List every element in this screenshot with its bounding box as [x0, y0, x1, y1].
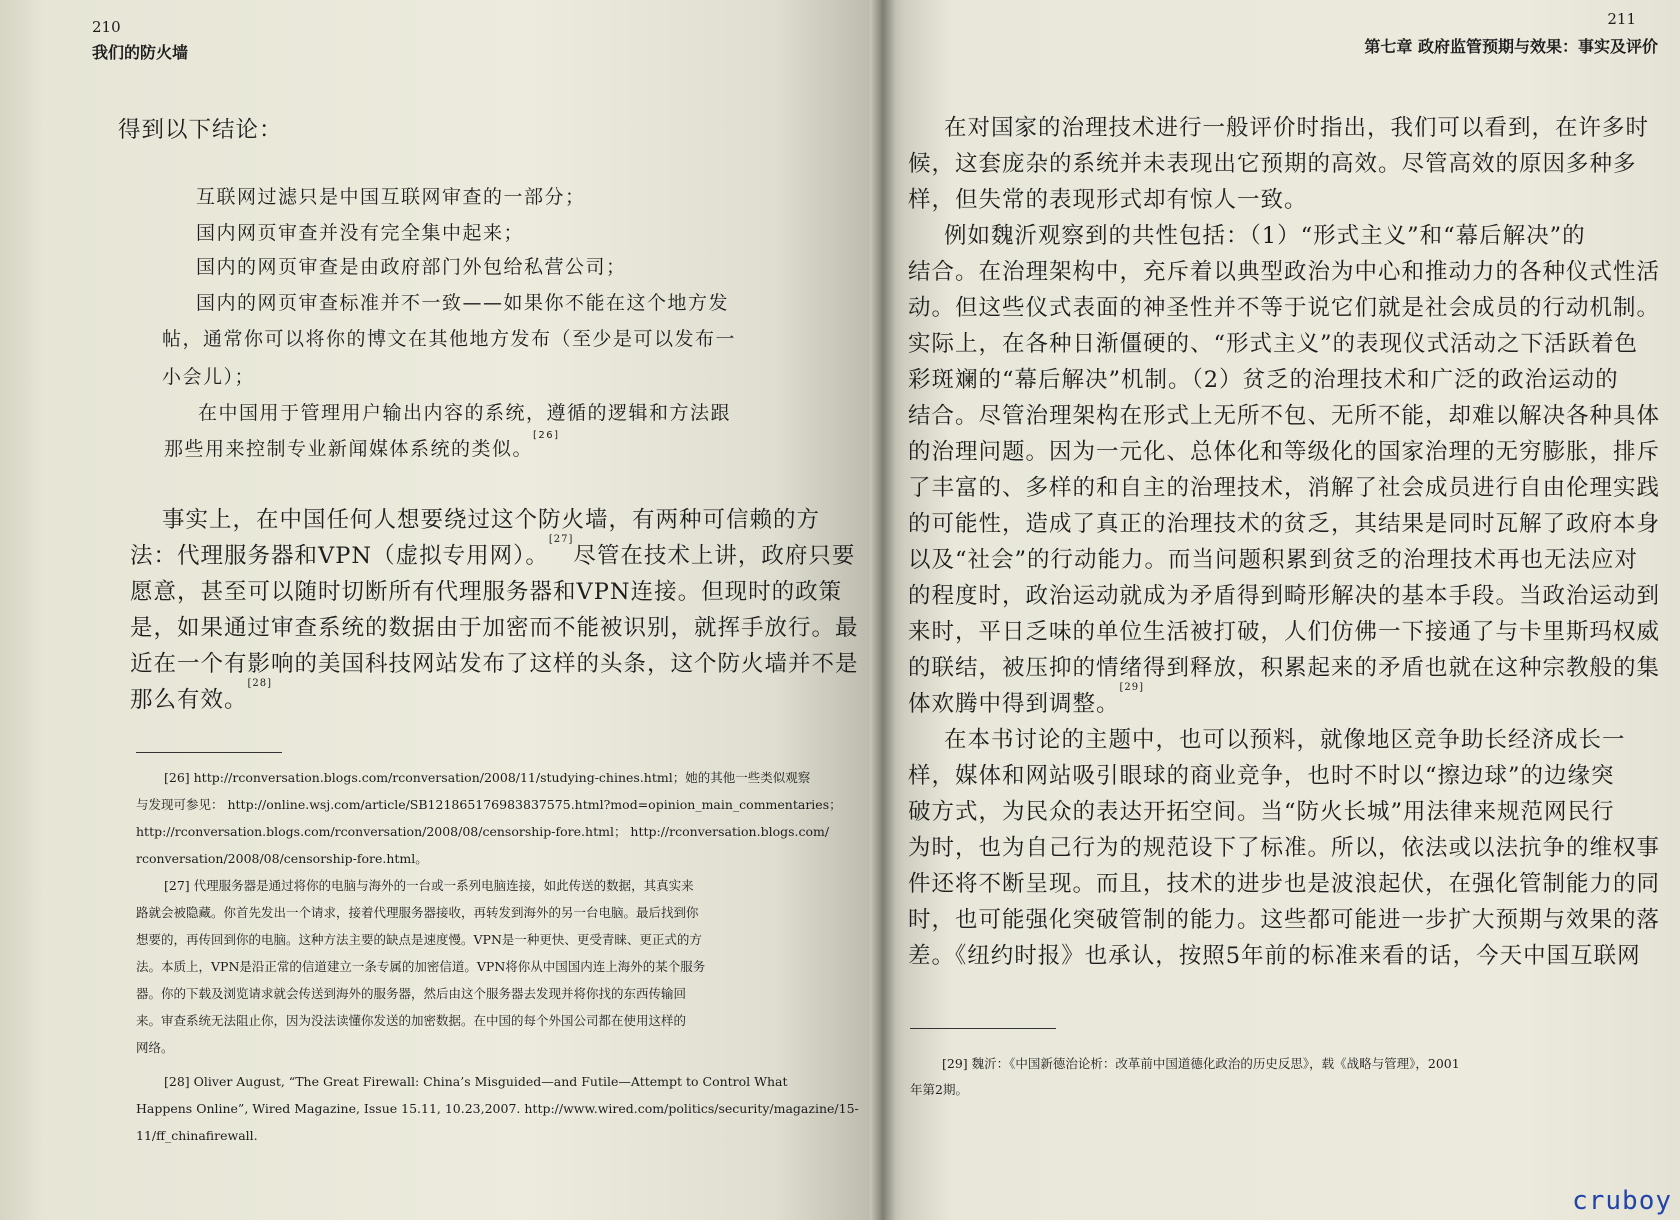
body-line: 是，如果通过审查系统的数据由于加密而不能被识别，就挥手放行。最	[130, 615, 859, 641]
footnote-line: [26] http://rconversation.blogs.com/rconversation/2008/11/studying-chines.html；她的其他一些类似观察	[164, 770, 811, 785]
body-line: 的联结，被压抑的情绪得到释放，积累起来的矛盾也就在这种宗教般的集	[908, 655, 1661, 681]
body-line: 件还将不断呈现。而且，技术的进步也是波浪起伏，在强化管制能力的同	[908, 871, 1661, 897]
body-line: 结合。在治理架构中，充斥着以典型政治为中心和推动力的各种仪式性活	[908, 259, 1661, 285]
body-line	[130, 678, 273, 714]
body-line: 差。《纽约时报》也承认，按照5年前的标准来看的话，今天中国互联网	[908, 943, 1641, 969]
right-page	[880, 0, 1680, 1220]
body-line	[130, 534, 856, 570]
body-line: 事实上，在中国任何人想要绕过这个防火墙，有两种可信赖的方	[162, 507, 821, 533]
quote-line	[164, 430, 560, 461]
body-line: 动。但这些仪式表面的神圣性并不等于说它们就是社会成员的行动机制。	[908, 295, 1661, 321]
footnote-line: 想要的，再传回到你的电脑。这种方法主要的缺点是速度慢。VPN是一种更快、更受青睐、更正式的方	[136, 932, 702, 947]
body-line: 例如魏沂观察到的共性包括：（1）“形式主义”和“幕后解决”的	[944, 223, 1586, 249]
footnote-line: 11/ff_chinafirewall.	[136, 1128, 258, 1143]
footnote-line: http://rconversation.blogs.com/rconversation/2008/08/censorship-fore.html； http://rconversation.blogs.com/	[136, 824, 830, 839]
body-text: 体欢腾中得到调整。	[908, 691, 1120, 717]
footnote-line: 路就会被隐藏。你首先发出一个请求，接着代理服务器接收，再转发到海外的另一台电脑。最后找到你	[136, 905, 699, 920]
quote-line: 小会儿）；	[162, 366, 256, 388]
body-line: 时，也可能强化突破管制的能力。这些都可能进一步扩大预期与效果的落	[908, 907, 1661, 933]
body-line: 样，但失常的表现形式却有惊人一致。	[908, 187, 1308, 213]
body-line: 的程度时，政治运动就成为矛盾得到畸形解决的基本手段。当政治运动到	[908, 583, 1661, 609]
footnote-ref: [26]	[533, 430, 560, 441]
quote-line: 国内的网页审查是由政府部门外包给私营公司；	[196, 256, 627, 278]
footnote-ref: [29]	[1119, 682, 1145, 693]
body-line: 以及“社会”的行动能力。而当问题积累到贫乏的治理技术再也无法应对	[908, 547, 1639, 573]
body-line: 彩斑斓的“幕后解决”机制。（2）贫乏的治理技术和广泛的政治运动的	[908, 367, 1619, 393]
body-text: 法：代理服务器和VPN（虚拟专用网）。	[130, 543, 549, 569]
running-head: 第七章 政府监管预期与效果：事实及评价	[1364, 37, 1658, 56]
footnote-line: 器。你的下载及浏览请求就会传送到海外的服务器，然后由这个服务器去发现并将你找的东西传输回	[136, 986, 687, 1001]
body-line: 了丰富的、多样的和自主的治理技术，消解了社会成员进行自由伦理实践	[908, 475, 1661, 501]
footnote-line: [28] Oliver August, “The Great Firewall: China’s Misguided—and Futile—Attempt to Control What	[164, 1074, 788, 1089]
quote-line: 互联网过滤只是中国互联网审查的一部分；	[196, 186, 586, 208]
running-head: 我们的防火墙	[92, 43, 189, 62]
body-line: 在本书讨论的主题中，也可以预料，就像地区竞争助长经济成长一	[944, 727, 1626, 753]
body-line	[908, 682, 1145, 718]
intro-line: 得到以下结论：	[118, 117, 283, 143]
quote-line: 帖，通常你可以将你的博文在其他地方发布（至少是可以发布一	[162, 328, 737, 350]
body-line: 为时，也为自己行为的规范设下了标准。所以，依法或以法抗争的维权事	[908, 835, 1661, 861]
body-line: 样，媒体和网站吸引眼球的商业竞争，也时不时以“擦边球”的边缘突	[908, 763, 1615, 789]
footnote-rule	[136, 752, 282, 753]
page-number: 211	[1607, 10, 1636, 28]
footnote-rule	[910, 1028, 1056, 1029]
footnote-line: [27] 代理服务器是通过将你的电脑与海外的一台或一系列电脑连接，如此传送的数据，其真实来	[164, 878, 694, 893]
footnote-line: 法。本质上，VPN是沿正常的信道建立一条专属的加密信道。VPN将你从中国国内连上海外的某个服务	[136, 959, 706, 974]
body-text: 尽管在技术上讲，政府只要	[573, 543, 856, 569]
footnote-line: Happens Online”, Wired Magazine, Issue 15.11, 10.23,2007. http://www.wired.com/politics/security/magazine/15-	[136, 1101, 859, 1116]
body-line: 实际上，在各种日渐僵硬的、“形式主义”的表现仪式活动之下活跃着色	[908, 331, 1639, 357]
footnote-line: rconversation/2008/08/censorship-fore.html。	[136, 851, 428, 866]
footnote-line: 年第2期。	[910, 1082, 968, 1097]
body-line: 愿意，甚至可以随时切断所有代理服务器和VPN连接。但现时的政策	[130, 579, 843, 605]
footnote-ref: [27]	[548, 534, 574, 545]
quote-text: 那些用来控制专业新闻媒体系统的类似。	[164, 438, 534, 460]
body-line: 破方式，为民众的表达开拓空间。当“防火长城”用法律来规范网民行	[908, 799, 1615, 825]
body-text: 那么有效。	[130, 687, 248, 713]
body-line: 候，这套庞杂的系统并未表现出它预期的高效。尽管高效的原因多种多	[908, 151, 1637, 177]
quote-line: 国内的网页审查标准并不一致——如果你不能在这个地方发	[196, 292, 730, 314]
footnote-line: [29] 魏沂：《中国新德治论析：改革前中国道德化政治的历史反思》，载《战略与管理》，2001	[942, 1056, 1460, 1071]
footnote-line: 网络。	[136, 1040, 174, 1055]
body-line: 结合。尽管治理架构在形式上无所不包、无所不能，却难以解决各种具体	[908, 403, 1661, 429]
watermark: cruboy	[1572, 1186, 1672, 1216]
body-line: 的可能性，造成了真正的治理技术的贫乏，其结果是同时瓦解了政府本身	[908, 511, 1661, 537]
body-line: 来时，平日乏味的单位生活被打破，人们仿佛一下接通了与卡里斯玛权威	[908, 619, 1661, 645]
book-gutter	[870, 0, 896, 1220]
quote-line: 国内网页审查并没有完全集中起来；	[196, 222, 525, 244]
body-line: 在对国家的治理技术进行一般评价时指出，我们可以看到，在许多时	[944, 115, 1650, 141]
page-number: 210	[92, 18, 121, 36]
quote-line: 在中国用于管理用户输出内容的系统，遵循的逻辑和方法跟	[198, 402, 732, 424]
body-line: 近在一个有影响的美国科技网站发布了这样的头条，这个防火墙并不是	[130, 651, 859, 677]
body-line: 的治理问题。因为一元化、总体化和等级化的国家治理的无穷膨胀，排斥	[908, 439, 1661, 465]
footnote-ref: [28]	[247, 678, 273, 689]
footnote-line: 与发现可参见： http://online.wsj.com/article/SB121865176983837575.html?mod=opinion_main_commentaries；	[136, 797, 842, 812]
footnote-line: 来。审查系统无法阻止你，因为没法读懂你发送的加密数据。在中国的每个外国公司都在使用这样的	[136, 1013, 687, 1028]
